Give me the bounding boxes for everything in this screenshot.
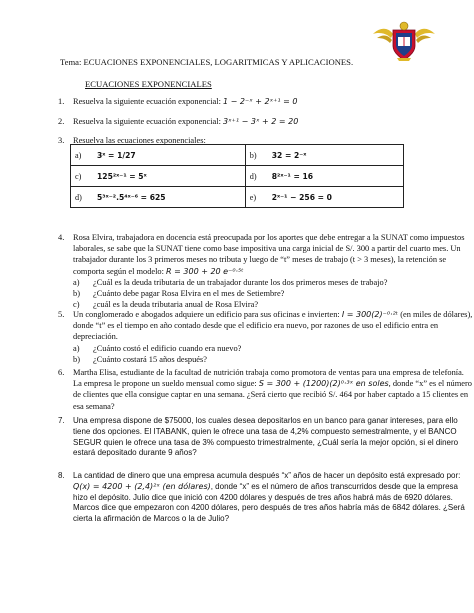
question-text: Rosa Elvira, trabajadora en docencia está preocupada por los aportes que debe entregar a la SUNAT como impuestos laborales, se sabe que la SUNAT tiene como base impositiva una carga inicial de S/. 300 a partir del cuarto mes. Un trabajador durante los 3 primeros meses no tributa y luego de “t” meses de trabajo (t > 3 meses), la retención se comporta según el modelo: xyxy=(73,233,465,276)
topic-heading: Tema: ECUACIONES EXPONENCIALES, LOGARITMICAS Y APLICACIONES. xyxy=(60,57,354,67)
list-item xyxy=(73,343,474,354)
item-label: a) xyxy=(71,145,94,166)
item-label: e) xyxy=(245,187,268,208)
equation: R = 300 + 20 e⁻⁰·⁵ᵗ xyxy=(166,266,244,276)
question-number: 3. xyxy=(58,136,65,145)
equation: 3ˣ⁺¹ − 3ˣ + 2 = 20 xyxy=(223,117,299,126)
question-text-cont: , donde “x” es el número de años transcurridos desde que la empresa hizo el depósito. Julio dice que inició con 4200 dólares y después de tres años habrá más de 6920 dólares. Marcos dice que empezaron con 4200 dólares, pero después de tres años habría más de 6842 dólares. ¿Será cierta la afirmación de Marcos o la de Julio? xyxy=(73,481,465,524)
equation: I = 300(2)⁻⁰·²ᵗ xyxy=(341,310,399,319)
equation: 1 − 2⁻ˣ + 2ˣ⁺¹ = 0 xyxy=(223,97,298,106)
equation-cell: 3ˣ = 1/27 xyxy=(93,145,245,166)
item-text: ¿Cuánto costará 15 años después? xyxy=(93,354,207,364)
university-seal-icon xyxy=(371,20,437,62)
equation-cell: 2ˣ⁻¹ − 256 = 0 xyxy=(268,187,404,208)
equation-cell: 8²ˣ⁻¹ = 16 xyxy=(268,166,404,187)
item-label: c) xyxy=(73,300,80,310)
question-text: Una empresa dispone de $75000, los cuales desea depositarlos en un banco para ganar intereses, para ello tiene dos opciones. El ITABANK, quien le ofrece una tasa de 4,2% compuesto semestralmente, y el BANCO SEGUR quien le ofrece una tasa de 3% compuesto trimestralmente, ¿Cuál sería la mejor opción, si el dinero estará depositado durante 9 años? xyxy=(73,416,459,458)
item-label: a) xyxy=(73,343,80,353)
table-row xyxy=(71,166,404,187)
item-label: b) xyxy=(73,354,80,364)
item-label: d) xyxy=(245,166,268,187)
section-title: ECUACIONES EXPONENCIALES xyxy=(85,79,212,89)
question-text: Resuelva las ecuaciones exponenciales: xyxy=(73,136,206,145)
item-text: ¿cuál es la deuda tributaria anual de Rosa Elvira? xyxy=(93,300,259,310)
question-number: 4. xyxy=(58,233,65,242)
question-text-cont: , donde “x” es el número de clientes que ella consigue captar en una semana. ¿Será cierto que recibió S/. 464 por haber captado a 15 clientes en esa semana? xyxy=(73,379,472,411)
question-number: 1. xyxy=(58,97,65,106)
item-label: c) xyxy=(71,166,94,187)
question-text: La cantidad de dinero que una empresa acumula después “x” años de hacer un depósito está expresado por: xyxy=(73,471,461,480)
subquestion-list xyxy=(73,277,474,311)
question-number: 2. xyxy=(58,117,65,126)
item-label: b) xyxy=(73,289,80,299)
table-row xyxy=(71,187,404,208)
item-label: d) xyxy=(71,187,94,208)
item-text: ¿Cuánto costó el edificio cuando era nuevo? xyxy=(93,343,242,353)
question-number: 6. xyxy=(58,368,65,377)
list-item xyxy=(73,288,474,299)
question-number: 5. xyxy=(58,310,65,319)
question-number: 7. xyxy=(58,416,65,425)
list-item xyxy=(73,277,474,288)
item-text: ¿Cuánto debe pagar Rosa Elvira en el mes de Setiembre? xyxy=(93,289,285,299)
subquestion-list xyxy=(73,343,474,365)
equation-cell: 5³ˣ⁻².5⁴ˣ⁻⁶ = 625 xyxy=(93,187,245,208)
equation-cell: 32 = 2⁻ˣ xyxy=(268,145,404,166)
equation-cell: 125²ˣ⁻¹ = 5ˣ xyxy=(93,166,245,187)
table-row xyxy=(71,145,404,166)
equation: S = 300 + (1200)(2)⁰·³ˣ en soles xyxy=(258,379,389,389)
question-text: Un conglomerado e abogados adquiere un edificio para sus oficinas e invierten: xyxy=(73,310,342,319)
question-number: 8. xyxy=(58,471,65,480)
question-text: Resuelva la siguiente ecuación exponencial: xyxy=(73,117,223,126)
item-label: b) xyxy=(245,145,268,166)
item-text: ¿Cuál es la deuda tributaria de un trabajador durante los dos primeros meses de trabajo? xyxy=(93,277,388,287)
equation: Q(x) = 4200 + (2,4)²ˣ (en dólares) xyxy=(73,481,211,491)
question-text: Martha Elisa, estudiante de la facultad de nutrición trabaja como promotora de ventas para una empresa de telefonía. La empresa le propone un sueldo mensual como sigue: xyxy=(73,368,464,389)
item-label: a) xyxy=(73,277,80,287)
question-text-cont: (en miles de dólares), donde “t” es el tiempo en año contado desde que el edificio era nuevo, por razones de uso el edificio entra en depreciación. xyxy=(73,310,473,342)
equations-table xyxy=(70,144,404,208)
list-item xyxy=(73,354,474,365)
question-text: Resuelva la siguiente ecuación exponencial: xyxy=(73,97,223,106)
